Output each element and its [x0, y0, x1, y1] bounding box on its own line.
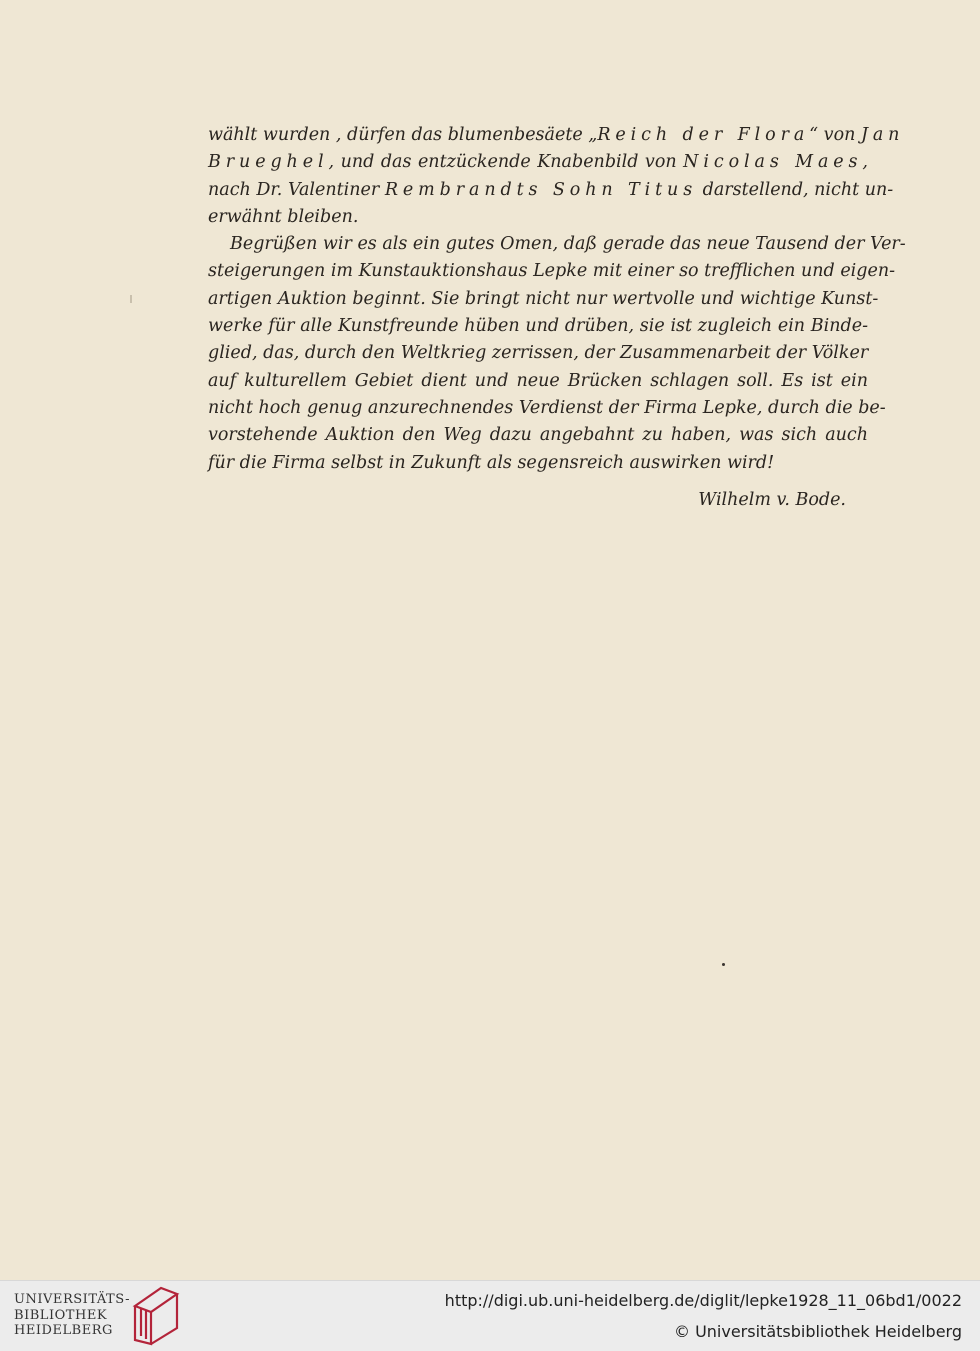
text-line: nicht hoch genug anzurechnendes Verdienst der Firma Lepke, durch die be-	[208, 397, 886, 418]
library-logo-icon	[131, 1284, 181, 1346]
text-line: artigen Auktion beginnt. Sie bringt nicht nur wertvolle und wichtige Kunst-	[208, 288, 879, 309]
text-line: glied, das, durch den Weltkrieg zerrissen, der Zusammenarbeit der Völker	[208, 343, 869, 364]
copyright-notice: © Universitätsbibliothek Heidelberg	[673, 1322, 962, 1341]
text-line: steigerungen im Kunstauktionshaus Lepke mit einer so trefflichen und eigen-	[208, 261, 896, 282]
footer-bar	[0, 1280, 980, 1351]
text-line: Begrüßen wir es als ein gutes Omen, daß gerade das neue Tausend der Ver-	[230, 234, 906, 255]
permalink-url[interactable]: http://digi.ub.uni-heidelberg.de/diglit/lepke1928_11_06bd1/0022	[444, 1291, 962, 1310]
paper-mark	[130, 295, 132, 303]
text-line: wählt wurden , dürfen das blumenbesäete „Reich der Flora“ von Jan	[208, 125, 905, 145]
ink-speck	[722, 963, 725, 966]
text-line: Brueghel, und das entzückende Knabenbild von Nicolas Maes,	[208, 152, 868, 173]
library-name-line: UNIVERSITÄTS-	[14, 1292, 131, 1307]
body-text	[208, 122, 906, 477]
library-name-line: HEIDELBERG	[14, 1323, 113, 1338]
signature: Wilhelm v. Bode.	[698, 490, 846, 510]
text-line: erwähnt bleiben.	[208, 206, 359, 227]
library-name	[14, 1292, 130, 1339]
text-line: auf kulturellem Gebiet dient und neue Brücken schlagen soll. Es ist ein	[208, 370, 868, 391]
library-name-line: BIBLIOTHEK	[14, 1307, 108, 1323]
text-line: nach Dr. Valentiner Rembrandts Sohn Titus darstellend, nicht un-	[208, 179, 894, 200]
text-line: für die Firma selbst in Zukunft als segensreich auswirken wird!	[208, 452, 775, 473]
text-line: vorstehende Auktion den Weg dazu angebahnt zu haben, was sich auch	[208, 425, 868, 446]
text-line: werke für alle Kunstfreunde hüben und drüben, sie ist zugleich ein Binde-	[208, 316, 868, 337]
